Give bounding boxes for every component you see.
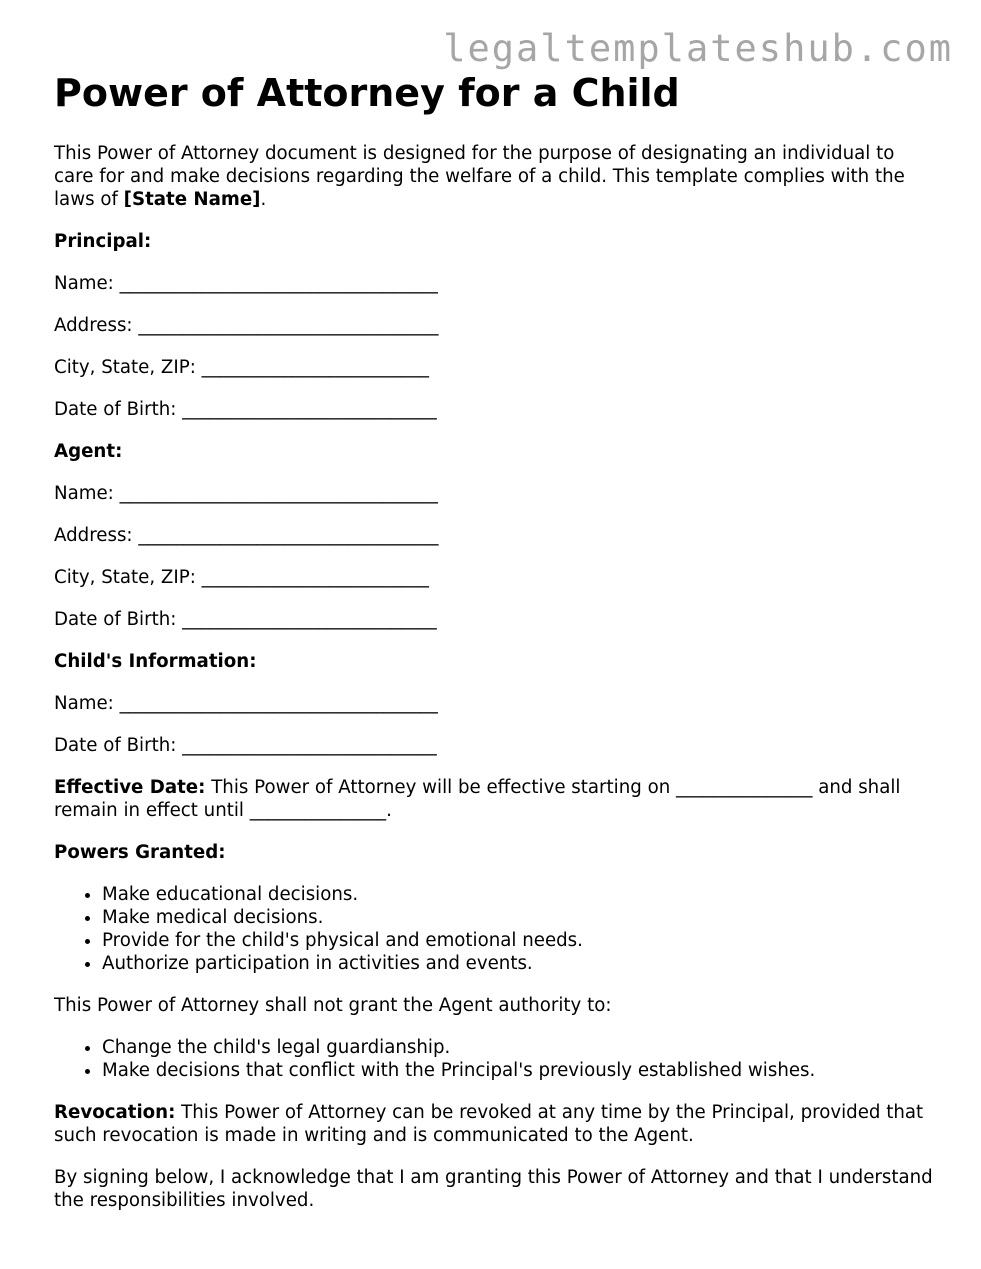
revocation-label: Revocation: (54, 1102, 176, 1123)
powers-list (54, 883, 934, 975)
revocation-text: This Power of Attorney can be revoked at any time by the Principal, provided that such revocation is made in writing and is communicated to the Agent. (54, 1102, 924, 1146)
agent-name-field: Name: ___________________________________ (54, 483, 438, 504)
principal-city-field: City, State, ZIP: _________________________ (54, 357, 429, 378)
child-name-field: Name: ___________________________________ (54, 693, 438, 714)
agent-dob-field: Date of Birth: ____________________________ (54, 609, 437, 630)
list-item: • Authorize participation in activities and events. (102, 952, 934, 975)
document-body (54, 142, 934, 1231)
intro-paragraph (54, 142, 934, 211)
child-heading: Child's Information: (54, 651, 257, 672)
effective-date-text: This Power of Attorney will be effective starting on _______________ and shall remain in effect until _______________. (54, 777, 901, 821)
acknowledgement-paragraph: By signing below, I acknowledge that I am granting this Power of Attorney and that I understand the responsibilities involved. (54, 1167, 933, 1211)
list-item: • Make educational decisions. (102, 883, 934, 906)
list-item: • Provide for the child's physical and emotional needs. (102, 929, 934, 952)
state-placeholder: [State Name] (123, 189, 261, 210)
list-item: • Make decisions that conflict with the Principal's previously established wishes. (102, 1059, 934, 1082)
agent-city-field: City, State, ZIP: _________________________ (54, 567, 429, 588)
intro-text: This Power of Attorney document is designed for the purpose of designating an individual to care for and make decisions regarding the welfare of a child. This template complies with the laws of (54, 143, 905, 210)
effective-date-label: Effective Date: (54, 777, 206, 798)
principal-heading: Principal: (54, 231, 152, 252)
limits-list (54, 1036, 934, 1082)
agent-address-field: Address: _________________________________ (54, 525, 439, 546)
page-title: Power of Attorney for a Child (54, 71, 680, 115)
list-item: • Make medical decisions. (102, 906, 934, 929)
limits-intro: This Power of Attorney shall not grant the Agent authority to: (54, 995, 612, 1016)
child-dob-field: Date of Birth: ____________________________ (54, 735, 437, 756)
powers-heading: Powers Granted: (54, 842, 226, 863)
principal-dob-field: Date of Birth: ____________________________ (54, 399, 437, 420)
principal-name-field: Name: ___________________________________ (54, 273, 438, 294)
watermark: legaltemplateshub.com (443, 27, 953, 70)
principal-address-field: Address: _________________________________ (54, 315, 439, 336)
effective-date-paragraph (54, 776, 934, 822)
intro-end: . (260, 189, 267, 210)
agent-heading: Agent: (54, 441, 123, 462)
list-item: • Change the child's legal guardianship. (102, 1036, 934, 1059)
revocation-paragraph (54, 1101, 934, 1147)
